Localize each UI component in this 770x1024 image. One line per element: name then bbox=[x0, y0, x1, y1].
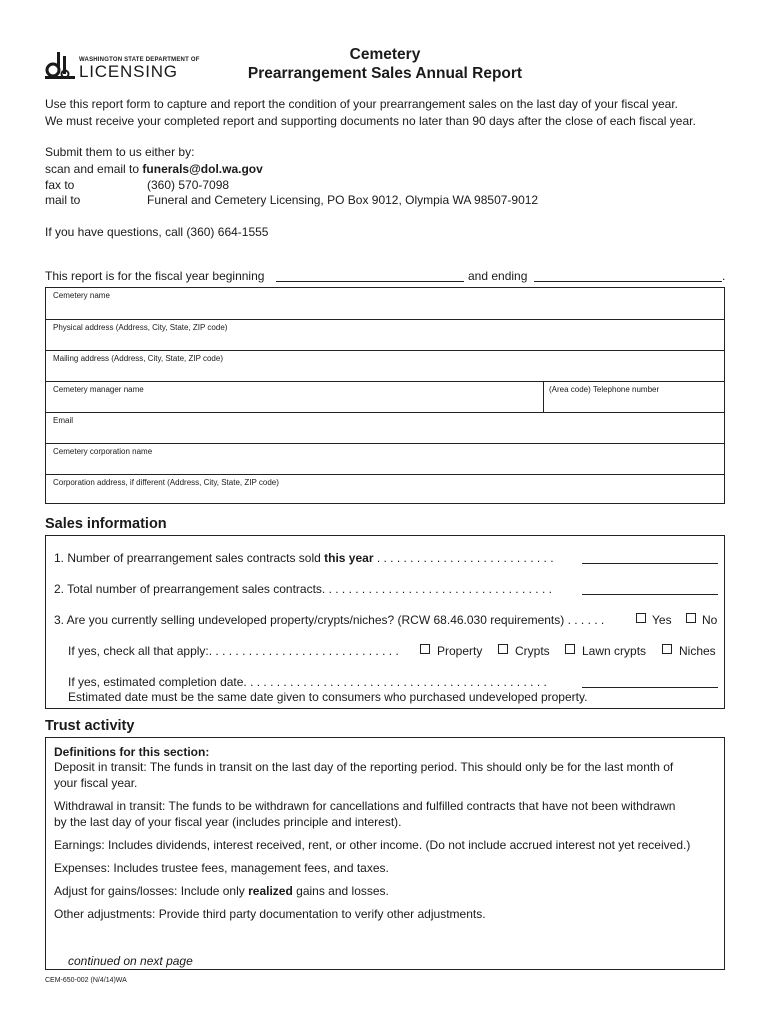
crypts-label: Crypts bbox=[515, 644, 550, 658]
q1-bold: this year bbox=[324, 551, 374, 565]
mail-value: Funeral and Cemetery Licensing, PO Box 9012, Olympia WA 98507-9012 bbox=[147, 193, 539, 207]
niches-label: Niches bbox=[679, 644, 716, 658]
corporation-address-label: Corporation address, if different (Address, City, State, ZIP code) bbox=[53, 478, 279, 487]
withdrawal-definition-2: by the last day of your fiscal year (includes principle and interest). bbox=[54, 815, 402, 829]
q3-yes-label: Yes bbox=[652, 613, 672, 627]
email-field[interactable] bbox=[46, 412, 724, 444]
telephone-label: (Area code) Telephone number bbox=[549, 385, 660, 394]
property-label: Property bbox=[437, 644, 483, 658]
intro-line2: We must receive your completed report and supporting documents no later than 90 days after the close of each fiscal year. bbox=[45, 114, 696, 128]
definitions-heading: Definitions for this section: bbox=[54, 745, 210, 759]
cemetery-name-label: Cemetery name bbox=[53, 291, 110, 300]
cemetery-name-field[interactable] bbox=[46, 288, 724, 319]
fiscal-period: . bbox=[722, 269, 726, 283]
deposit-definition-1: Deposit in transit: The funds in transit on the last day of the reporting period. This should only be for the last month of bbox=[54, 760, 674, 774]
agency-logo bbox=[45, 50, 200, 81]
crypts-checkbox[interactable] bbox=[498, 644, 508, 654]
trust-definitions-box bbox=[45, 737, 725, 970]
corporation-address-field[interactable] bbox=[46, 474, 724, 505]
form-title bbox=[205, 45, 565, 83]
fiscal-beginning-label: This report is for the fiscal year beginning bbox=[45, 269, 265, 283]
corporation-name-label: Cemetery corporation name bbox=[53, 447, 153, 456]
q1-answer-field[interactable] bbox=[582, 563, 718, 564]
sales-heading: Sales information bbox=[45, 516, 167, 532]
corporation-name-field[interactable] bbox=[46, 443, 724, 475]
fiscal-beginning-field[interactable] bbox=[276, 281, 464, 282]
submit-heading: Submit them to us either by: bbox=[45, 145, 195, 159]
q3-no-checkbox[interactable] bbox=[686, 613, 696, 623]
property-checkbox[interactable] bbox=[420, 644, 430, 654]
fiscal-ending-label: and ending bbox=[468, 269, 528, 283]
fiscal-ending-field[interactable] bbox=[534, 281, 722, 282]
adjust-definition bbox=[54, 884, 389, 898]
mailing-address-field[interactable] bbox=[46, 350, 724, 382]
mail-label: mail to bbox=[45, 193, 81, 207]
lawn-crypts-checkbox[interactable] bbox=[565, 644, 575, 654]
dol-logo-icon bbox=[45, 50, 75, 80]
sales-q3: 3. Are you currently selling undeveloped property/crypts/niches? (RCW 68.46.030 requirements) . . . . . . bbox=[54, 613, 605, 627]
completion-date-label: If yes, estimated completion date. . . . . . . . . . . . . . . . . . . . . . . . . . . . . . . . . . . . . . . . . . . . . . bbox=[68, 675, 547, 689]
submit-email-line bbox=[45, 162, 263, 176]
q2-answer-field[interactable] bbox=[582, 594, 718, 595]
q3-no-label: No bbox=[702, 613, 718, 627]
agency-line: WASHINGTON STATE DEPARTMENT OF bbox=[79, 57, 200, 63]
email-link[interactable]: funerals@dol.wa.gov bbox=[142, 162, 263, 176]
title-line2: Prearrangement Sales Annual Report bbox=[247, 65, 523, 82]
sales-info-box bbox=[45, 535, 725, 709]
email-label: Email bbox=[53, 416, 74, 425]
manager-name-label: Cemetery manager name bbox=[53, 385, 144, 394]
q3-yes-checkbox[interactable] bbox=[636, 613, 646, 623]
manager-name-field[interactable] bbox=[46, 382, 543, 413]
completion-note: Estimated date must be the same date given to consumers who purchased undeveloped property. bbox=[68, 690, 588, 704]
form-number: CEM-650-002 (N/4/14)WA bbox=[45, 977, 127, 984]
intro-line1: Use this report form to capture and report the condition of your prearrangement sales on the last day of your fiscal year. bbox=[45, 97, 678, 111]
sales-q1 bbox=[54, 551, 554, 565]
fax-value: (360) 570-7098 bbox=[147, 178, 230, 192]
telephone-field[interactable] bbox=[543, 382, 725, 413]
q1-dots: . . . . . . . . . . . . . . . . . . . . . . . . . . . bbox=[373, 551, 554, 565]
physical-address-field[interactable] bbox=[46, 319, 724, 351]
expenses-definition: Expenses: Includes trustee fees, management fees, and taxes. bbox=[54, 861, 389, 875]
sales-q2: 2. Total number of prearrangement sales contracts. . . . . . . . . . . . . . . . . . . . . . . . . . . . . . . . . . . bbox=[54, 582, 552, 596]
continued-note: continued on next page bbox=[68, 954, 193, 968]
deposit-definition-2: your fiscal year. bbox=[54, 776, 138, 790]
agency-name: LICENSING bbox=[79, 62, 178, 81]
adjust-text: Adjust for gains/losses: Include only bbox=[54, 884, 249, 898]
completion-date-field[interactable] bbox=[582, 687, 718, 688]
mailing-address-label: Mailing address (Address, City, State, ZIP code) bbox=[53, 354, 223, 363]
withdrawal-definition-1: Withdrawal in transit: The funds to be withdrawn for cancellations and fulfilled contracts that have not been withdrawn bbox=[54, 799, 676, 813]
adjust-text-end: gains and losses. bbox=[292, 884, 389, 898]
email-prefix: scan and email to bbox=[45, 162, 140, 176]
earnings-definition: Earnings: Includes dividends, interest received, rent, or other income. (Do not include accrued interest not yet received.) bbox=[54, 838, 691, 852]
check-all-label: If yes, check all that apply:. . . . . . . . . . . . . . . . . . . . . . . . . . . . . bbox=[68, 644, 399, 658]
q1-text: 1. Number of prearrangement sales contracts sold bbox=[54, 551, 325, 565]
manager-row bbox=[46, 381, 724, 413]
questions-text: If you have questions, call (360) 664-1555 bbox=[45, 225, 269, 239]
adjust-bold: realized bbox=[248, 884, 293, 898]
niches-checkbox[interactable] bbox=[662, 644, 672, 654]
trust-heading: Trust activity bbox=[45, 718, 135, 734]
fax-label: fax to bbox=[45, 178, 75, 192]
physical-address-label: Physical address (Address, City, State, ZIP code) bbox=[53, 323, 228, 332]
title-line1: Cemetery bbox=[349, 46, 421, 63]
lawn-crypts-label: Lawn crypts bbox=[582, 644, 647, 658]
other-adjustments-definition: Other adjustments: Provide third party documentation to verify other adjustments. bbox=[54, 907, 486, 921]
cemetery-info-box bbox=[45, 287, 725, 504]
